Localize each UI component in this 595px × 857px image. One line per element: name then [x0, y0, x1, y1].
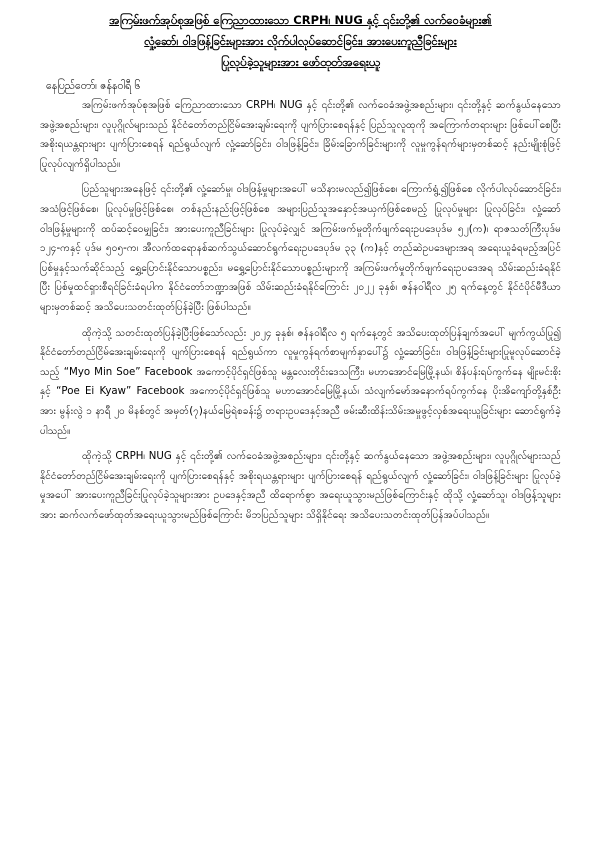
paragraph-1: အကြမ်းဖက်အုပ်စုအဖြစ် ကြေညာထားသော CRPH၊ NUG နှင့် ၎င်းတို့၏ လက်ဝေခံအဖွဲ့အစည်းများ၊ ၎င်းတို့နှင့် ဆက်နွယ်နေသော အဖွဲ့အစည်းများ၊ လူပုဂ္ဂိုလ်များသည် နိုင်ငံတော်တည်ငြိမ်အေးချမ်းရေးကို ပျက်ပြားစေရန်နှင့် ပြည်သူလူထုကို အကြောက်တရားများ ဖြစ်ပေါ်စေပြီး အစိုးရယန္တရားများ ပျက်ပြားစေရန် ရည်ရွယ်လျက် လှုံ့ဆော်ခြင်း၊ ဝါဒဖြန့်ခြင်း၊ ခြိမ်းခြောက်ခြင်းများကို လူမှုကွန်ရက်များမှတစ်ဆင့် နည်းမျိုးစုံဖြင့် ပြုလုပ်လျက်ရှိပါသည်။ [40, 100, 561, 170]
title-line-3: ပြုလုပ်ခဲ့သူများအား ဖော်ထုတ်အရေးယူ [220, 55, 380, 69]
title-line-1: အကြမ်းဖက်အုပ်စုအဖြစ် ကြေညာထားသော CRPH၊ NUG နှင့် ၎င်းတို့၏ လက်ဝေခံများ၏ [109, 13, 492, 27]
dateline: နေပြည်တော်၊ ဇန်နဝါရီ ၆ [46, 80, 141, 92]
paragraph-2: ပြည်သူများအနေဖြင့် ၎င်းတို့၏ လှုံ့ဆော်မှု၊ ဝါဒဖြန့်မှုများအပေါ် မသိနားမလည်၍ဖြစ်စေ၊ ကြောက်ရွံ့၍ဖြစ်စေ လိုက်ပါလုပ်ဆောင်ခြင်း၊ အသံဖြင့်ဖြစ်စေ၊ ပြုလုပ်မှုဖြင့်ဖြစ်စေ၊ တစ်နည်းနည်းဖြင့်ဖြစ်စေ အများပြည်သူအနှောင့်အယှက်ဖြစ်စေမည့် ပြုလုပ်မှုများ ပြုလုပ်ခြင်း၊ လှုံ့ဆော်ဝါဒဖြန့်မှုများကို ထပ်ဆင့်ဝေမျှခြင်း၊ အားပေးကူညီခြင်းများ ပြုလုပ်ခဲ့လျှင် အကြမ်းဖက်မှုတိုက်ဖျက်ရေးဥပဒေပုဒ်မ ၅၂(က)၊ ရာဇသတ်ကြီးပုဒ်မ ၁၂၄-ကနှင့် ပုဒ်မ ၅၀၅-က၊ အီလက်ထရောနစ်ဆက်သွယ်ဆောင်ရွက်ရေးဥပဒေပုဒ်မ ၃၃ (က)နှင့် တည်ဆဲဥပဒေများအရ အရေးယူခံရမည့်အပြင် ပြစ်မှုနှင့်သက်ဆိုင်သည့် ရွှေ့ပြောင်းနိုင်သောပစ္စည်း၊ မရွှေ့ပြောင်းနိုင်သောပစ္စည်းများကို အကြမ်းဖက်မှုတိုက်ဖျက်ရေးဥပဒေအရ သိမ်းဆည်းခံရနိုင်ပြီး ပြစ်မှုထင်ရှားစီရင်ခြင်းခံရပါက နိုင်ငံတော်ဘဏ္ဍာအဖြစ် သိမ်းဆည်းခံရနိုင်ကြောင်း ၂၀၂၂ ခုနှစ်၊ ဇန်နဝါရီလ ၂၅ ရက်နေ့တွင် နိုင်ငံပိုင်မီဒီယာများမှတစ်ဆင့် အသိပေးသတင်းထုတ်ပြန်ခဲ့ပြီး ဖြစ်ပါသည်။ [40, 184, 561, 313]
title-line-2: လှုံ့ဆော်၊ ဝါဒဖြန့်ခြင်းများအား လိုက်ပါလုပ်ဆောင်ခြင်း၊ အားပေးကူညီခြင်းများ [144, 34, 457, 48]
paragraph-3: ထိုကဲ့သို့ သတင်းထုတ်ပြန်ခဲ့ပြီးဖြစ်သော်လည်း ၂၀၂၄ ခုနှစ်၊ ဇန်နဝါရီလ ၅ ရက်နေ့တွင် အသိပေးထုတ်ပြန်ချက်အပေါ် မျက်ကွယ်ပြု၍ နိုင်ငံတော်တည်ငြိမ်အေးချမ်းရေးကို ပျက်ပြားစေရန် ရည်ရွယ်ကာ လူမှုကွန်ရက်စာမျက်နှာပေါ်၌ လှုံ့ဆော်ခြင်း၊ ဝါဒဖြန့်ခြင်းများပြုမူလုပ်ဆောင်ခဲ့သည့် “Myo Min Soe” Facebook အကောင့်ပိုင်ရှင်ဖြစ်သူ မန္တလေးတိုင်းဒေသကြီး၊ မဟာအောင်မြေမြို့နယ်၊ စိန်ပန်းရပ်ကွက်နေ မျိုးမင်းစိုးနှင့် “Poe Ei Kyaw” Facebook အကောင့်ပိုင်ရှင်ဖြစ်သူ မဟာအောင်မြေမြို့နယ်၊ သံလျက်မော်အနောက်ရပ်ကွက်နေ ပိုးအိကျော်တို့နှစ်ဦးအား မွန်းလွဲ ၁ နာရီ ၂၀ မိနစ်တွင် အမှတ်(၇)နယ်မြေရဲစခန်း၌ တရားဥပဒေနှင့်အညီ ဖမ်းဆီးထိန်းသိမ်းအမှုဖွင့်လှစ်အရေးယူခြင်းများ ဆောင်ရွက်ခဲ့ပါသည်။ [40, 327, 561, 437]
document-title [40, 10, 561, 73]
paragraph-4: ထိုကဲ့သို့ CRPH၊ NUG နှင့် ၎င်းတို့၏ လက်ဝေခံအဖွဲ့အစည်းများ၊ ၎င်းတို့နှင့် ဆက်နွယ်နေသော အဖွဲ့အစည်းများ၊ လူပုဂ္ဂိုလ်များသည် နိုင်ငံတော်တည်ငြိမ်အေးချမ်းရေးကို ပျက်ပြားစေရန်နှင့် အစိုးရယန္တရားများ ပျက်ပြားစေရန် ရည်ရွယ်လျက် လှုံ့ဆော်ခြင်း၊ ဝါဒဖြန့်ခြင်းများ ပြုလုပ်ခဲ့မှုအပေါ် အားပေးကူညီခြင်းပြုလုပ်ခဲ့သူများအား ဥပဒေနှင့်အညီ ထိရောက်စွာ အရေးယူသွားမည်ဖြစ်ကြောင်းနှင့် ထိုသို့ လှုံ့ဆော်သူ၊ ဝါဒဖြန့်သူများအား ဆက်လက်ဖော်ထုတ်အရေးယူသွားမည်ဖြစ်ကြောင်း မိဘပြည်သူများ သိရှိနိုင်ရေး အသိပေးသတင်းထုတ်ပြန်အပ်ပါသည်။ [40, 451, 561, 521]
